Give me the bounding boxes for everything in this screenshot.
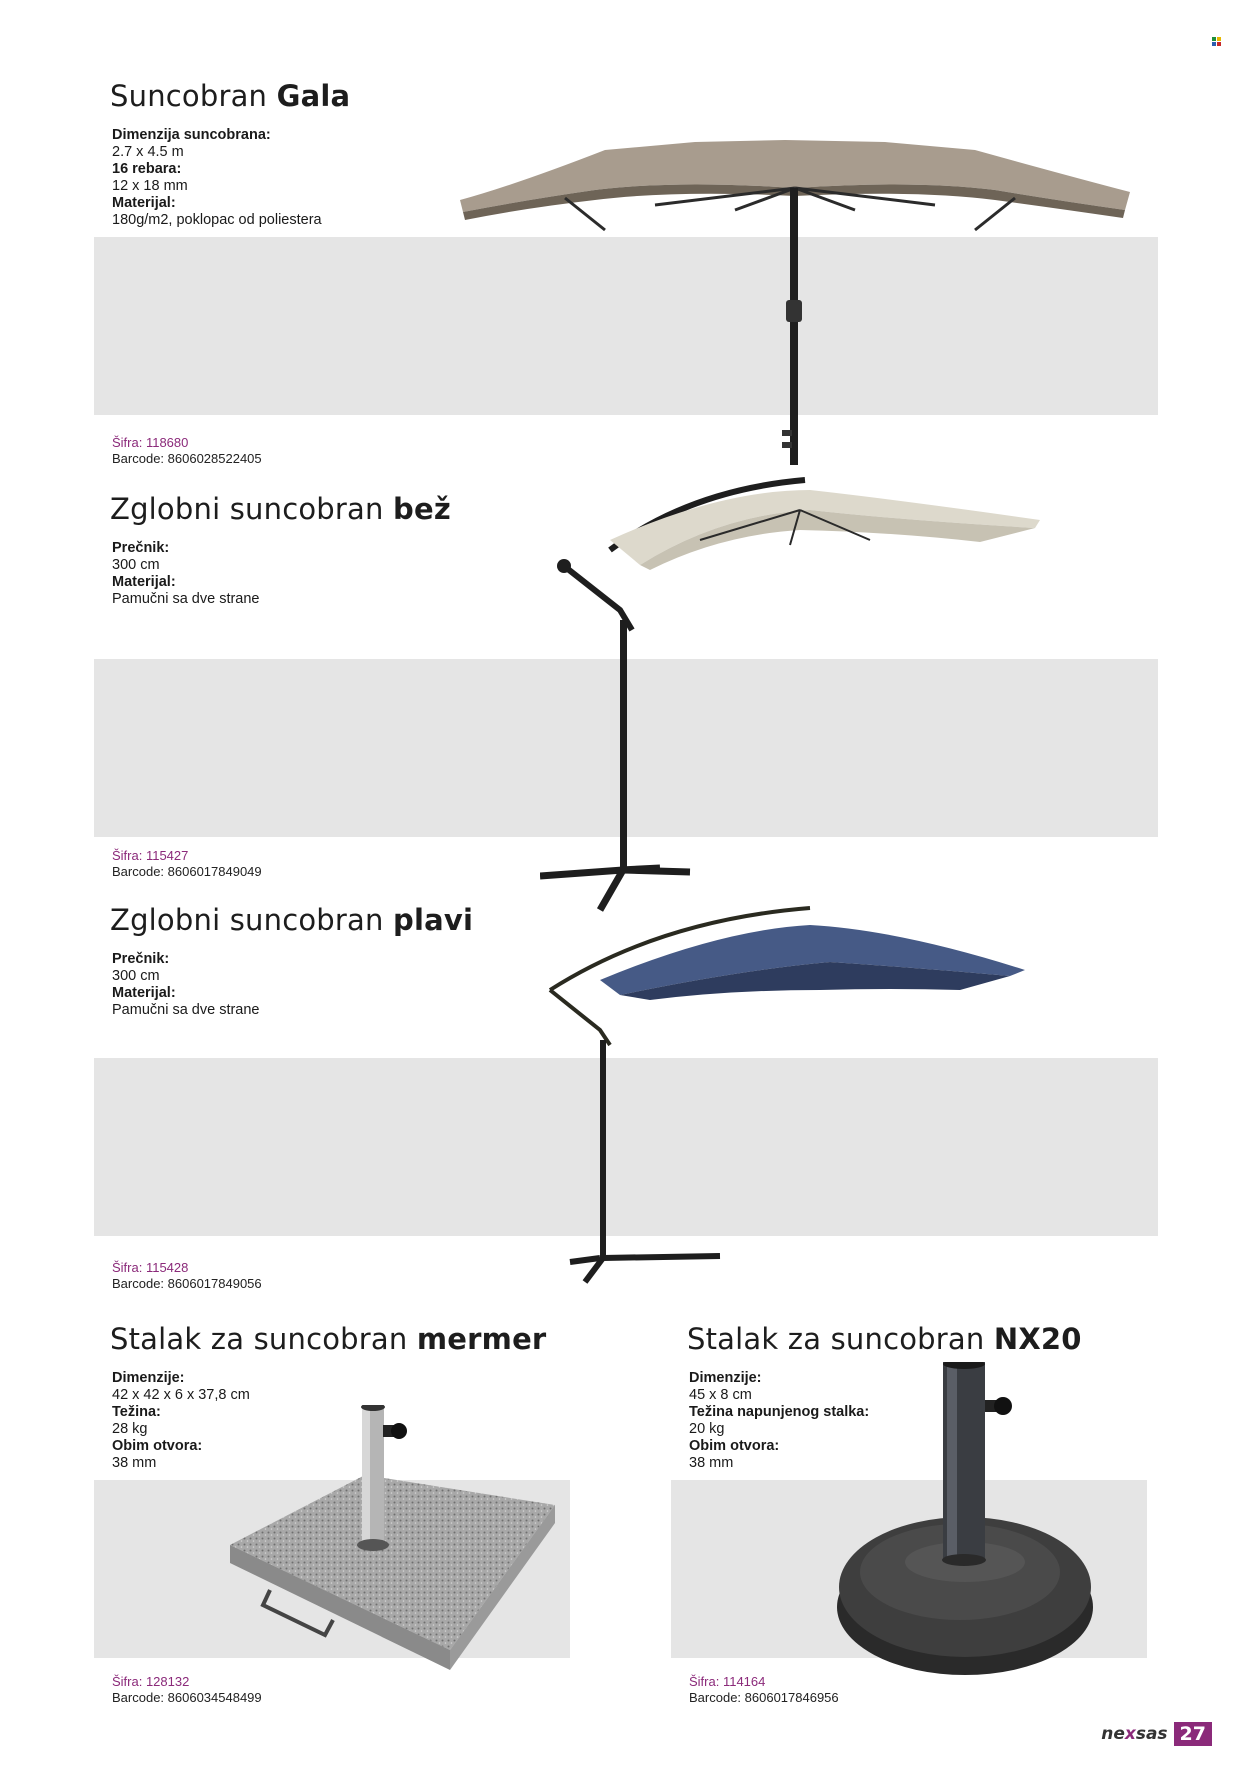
- title-bold: NX20: [993, 1322, 1082, 1356]
- spec-value: 28 kg: [112, 1421, 148, 1437]
- sifra-text: Šifra: 128132: [112, 1674, 190, 1689]
- title-text: Stalak za suncobran: [687, 1322, 994, 1356]
- sifra-text: Šifra: 114164: [689, 1674, 766, 1689]
- spec-value: 42 x 42 x 6 x 37,8 cm: [112, 1387, 250, 1403]
- spec-value: 20 kg: [689, 1421, 725, 1437]
- title-bold: plavi: [393, 903, 474, 937]
- product-code: [112, 848, 262, 880]
- spec-label: Obim otvora:: [689, 1438, 780, 1454]
- product-title: [110, 492, 451, 526]
- title-text: Zglobni suncobran: [110, 492, 393, 526]
- sifra-text: Šifra: 115428: [112, 1260, 189, 1275]
- spec-label: Prečnik:: [112, 540, 170, 556]
- spec-label: Dimenzija suncobrana:: [112, 127, 271, 143]
- spec-value: Pamučni sa dve strane: [112, 591, 260, 607]
- spec-value: Pamučni sa dve strane: [112, 1002, 260, 1018]
- spec-value: 12 x 18 mm: [112, 178, 188, 194]
- spec-label: Prečnik:: [112, 951, 170, 967]
- title-text: Zglobni suncobran: [110, 903, 393, 937]
- spec-value: 300 cm: [112, 968, 160, 984]
- barcode-text: Barcode: 8606017849049: [112, 864, 262, 879]
- title-text: Stalak za suncobran: [110, 1322, 417, 1356]
- brand-part: ne: [1101, 1724, 1125, 1744]
- spec-label: Težina:: [112, 1404, 161, 1420]
- spec-label: Dimenzije:: [689, 1370, 762, 1386]
- spec-label: 16 rebara:: [112, 161, 182, 177]
- brand-logo: [1101, 1724, 1167, 1744]
- product-title: [110, 79, 350, 113]
- spec-value: 38 mm: [112, 1455, 157, 1471]
- spec-label: Težina napunjenog stalka:: [689, 1404, 870, 1420]
- product-title: [110, 1322, 546, 1356]
- product-code: [112, 1260, 262, 1292]
- spec-value: 38 mm: [689, 1455, 734, 1471]
- barcode-text: Barcode: 8606034548499: [112, 1690, 262, 1705]
- corner-marks: [1212, 34, 1222, 44]
- product-specs: [112, 540, 260, 608]
- title-text: Suncobran: [110, 79, 277, 113]
- spec-value: 45 x 8 cm: [689, 1387, 752, 1403]
- spec-label: Materijal:: [112, 574, 176, 590]
- title-bold: mermer: [416, 1322, 547, 1356]
- footer-logo: [1101, 1722, 1212, 1746]
- product-title: [110, 903, 473, 937]
- product-code: [689, 1674, 839, 1706]
- product-specs: [112, 127, 322, 229]
- round-stand-image: [835, 1362, 1095, 1682]
- spec-value: 2.7 x 4.5 m: [112, 144, 184, 160]
- spec-label: Materijal:: [112, 195, 176, 211]
- spec-label: Obim otvora:: [112, 1438, 203, 1454]
- page-number: 27: [1174, 1722, 1212, 1746]
- spec-value: 300 cm: [112, 557, 160, 573]
- spec-value: 180g/m2, poklopac od poliestera: [112, 212, 322, 228]
- title-bold: bež: [393, 492, 451, 526]
- product-code: [112, 435, 262, 467]
- spec-label: Materijal:: [112, 985, 176, 1001]
- cantilever-umbrella-beige-image: [540, 470, 1040, 920]
- spec-label: Dimenzije:: [112, 1370, 185, 1386]
- brand-part: sas: [1135, 1724, 1168, 1744]
- double-umbrella-image: [455, 130, 1135, 465]
- barcode-text: Barcode: 8606017849056: [112, 1276, 262, 1291]
- sifra-text: Šifra: 118680: [112, 435, 189, 450]
- title-bold: Gala: [276, 79, 351, 113]
- cantilever-umbrella-blue-image: [540, 900, 1040, 1290]
- product-specs: [112, 951, 260, 1019]
- barcode-text: Barcode: 8606028522405: [112, 451, 262, 466]
- sifra-text: Šifra: 115427: [112, 848, 189, 863]
- product-title: [687, 1322, 1082, 1356]
- marble-stand-image: [225, 1405, 565, 1705]
- brand-part: x: [1124, 1724, 1136, 1744]
- barcode-text: Barcode: 8606017846956: [689, 1690, 839, 1705]
